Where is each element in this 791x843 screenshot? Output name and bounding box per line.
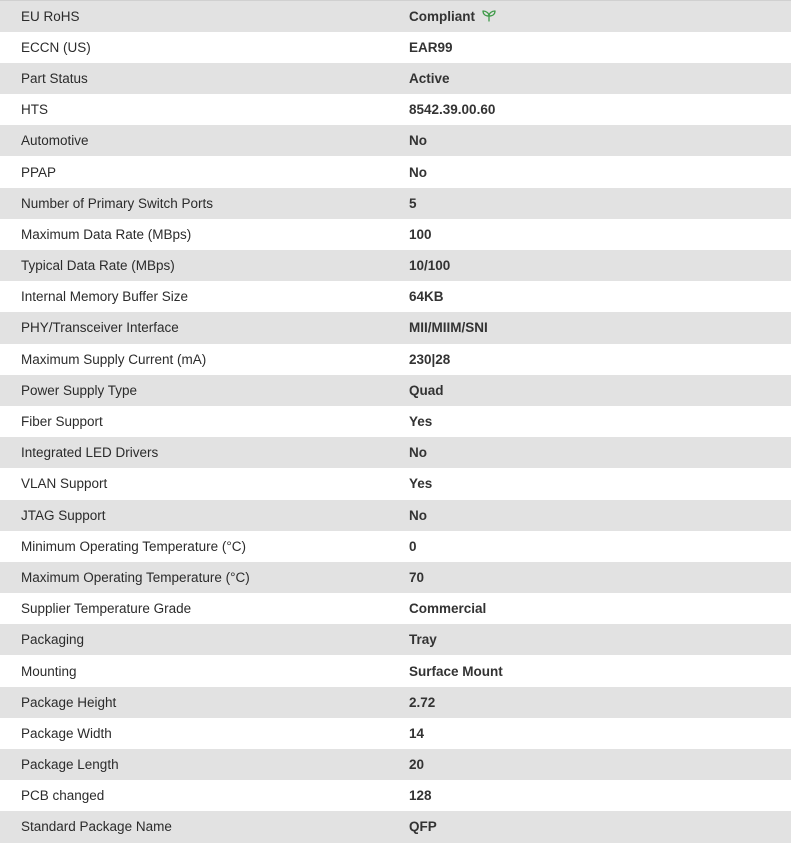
spec-row: [0, 468, 791, 499]
spec-value: 128: [409, 788, 432, 804]
spec-value: Yes: [409, 414, 433, 430]
spec-row: [0, 500, 791, 531]
spec-label: Supplier Temperature Grade: [21, 601, 192, 617]
spec-label: PPAP: [21, 164, 57, 180]
spec-row: [0, 780, 791, 811]
spec-row: [0, 219, 791, 250]
spec-label: Packaging: [21, 632, 85, 648]
spec-row: [0, 531, 791, 562]
spec-row: [0, 188, 791, 219]
spec-value: 5: [409, 195, 417, 211]
spec-value: 2.72: [409, 694, 436, 710]
spec-row: [0, 32, 791, 63]
spec-label: EU RoHS: [0, 1, 388, 32]
leaf-icon: [482, 10, 496, 22]
spec-row: [0, 1, 791, 32]
spec-row: [0, 344, 791, 375]
spec-value: 20: [409, 757, 425, 773]
spec-label: Number of Primary Switch Ports: [21, 195, 214, 211]
spec-label: Maximum Operating Temperature (°C): [21, 569, 250, 585]
spec-value: Compliant: [409, 8, 475, 24]
spec-value: Surface Mount: [409, 663, 503, 679]
spec-row: [0, 125, 791, 156]
spec-label: Mounting: [21, 663, 77, 679]
spec-label: Typical Data Rate (MBps): [21, 258, 175, 274]
spec-row: [0, 250, 791, 281]
spec-row: [0, 312, 791, 343]
spec-row: [0, 811, 791, 842]
spec-label: VLAN Support: [21, 476, 108, 492]
spec-row: [0, 375, 791, 406]
spec-row: [0, 63, 791, 94]
spec-value: Yes: [409, 476, 433, 492]
spec-value: 8542.39.00.60: [409, 102, 496, 118]
spec-value: No: [409, 133, 427, 149]
spec-value: Active: [409, 70, 450, 86]
spec-value: No: [409, 445, 427, 461]
spec-label: ECCN (US): [21, 39, 91, 55]
spec-row: [0, 624, 791, 655]
spec-row: [0, 655, 791, 686]
spec-value: 0: [409, 538, 417, 554]
spec-row: [0, 156, 791, 187]
spec-label: Standard Package Name: [21, 819, 172, 835]
spec-value: MII/MIIM/SNI: [409, 320, 488, 336]
spec-value: Tray: [409, 632, 437, 648]
spec-label: Package Width: [21, 725, 112, 741]
spec-row: [0, 562, 791, 593]
spec-value: QFP: [409, 819, 437, 835]
spec-value: 100: [409, 226, 432, 242]
spec-row: [0, 749, 791, 780]
spec-value-cell: [388, 1, 791, 32]
spec-label: Automotive: [21, 133, 89, 149]
spec-label: Fiber Support: [21, 414, 103, 430]
spec-label: Maximum Supply Current (mA): [21, 351, 207, 367]
spec-row: [0, 593, 791, 624]
spec-row: [0, 718, 791, 749]
spec-label: Package Length: [21, 757, 119, 773]
spec-label: HTS: [21, 102, 48, 118]
spec-row: [0, 437, 791, 468]
spec-value: EAR99: [409, 39, 453, 55]
spec-label: JTAG Support: [21, 507, 106, 523]
spec-value: 70: [409, 569, 425, 585]
spec-label: PHY/Transceiver Interface: [21, 320, 179, 336]
spec-label: Power Supply Type: [21, 382, 138, 398]
spec-value: Quad: [409, 382, 444, 398]
spec-value: 14: [409, 725, 425, 741]
spec-value: 230|28: [409, 351, 451, 367]
spec-row: [0, 281, 791, 312]
spec-label: Part Status: [21, 70, 88, 86]
spec-label: Maximum Data Rate (MBps): [21, 226, 192, 242]
spec-label: Package Height: [21, 694, 117, 710]
spec-label: Minimum Operating Temperature (°C): [21, 538, 246, 554]
spec-value: 64KB: [409, 289, 444, 305]
spec-value: Commercial: [409, 601, 487, 617]
spec-row: [0, 687, 791, 718]
spec-row: [0, 94, 791, 125]
spec-label: Internal Memory Buffer Size: [21, 289, 189, 305]
spec-value: No: [409, 507, 427, 523]
spec-value: No: [409, 164, 427, 180]
spec-row: [0, 406, 791, 437]
spec-value: 10/100: [409, 258, 451, 274]
spec-label: Integrated LED Drivers: [21, 445, 159, 461]
spec-label: PCB changed: [21, 788, 105, 804]
